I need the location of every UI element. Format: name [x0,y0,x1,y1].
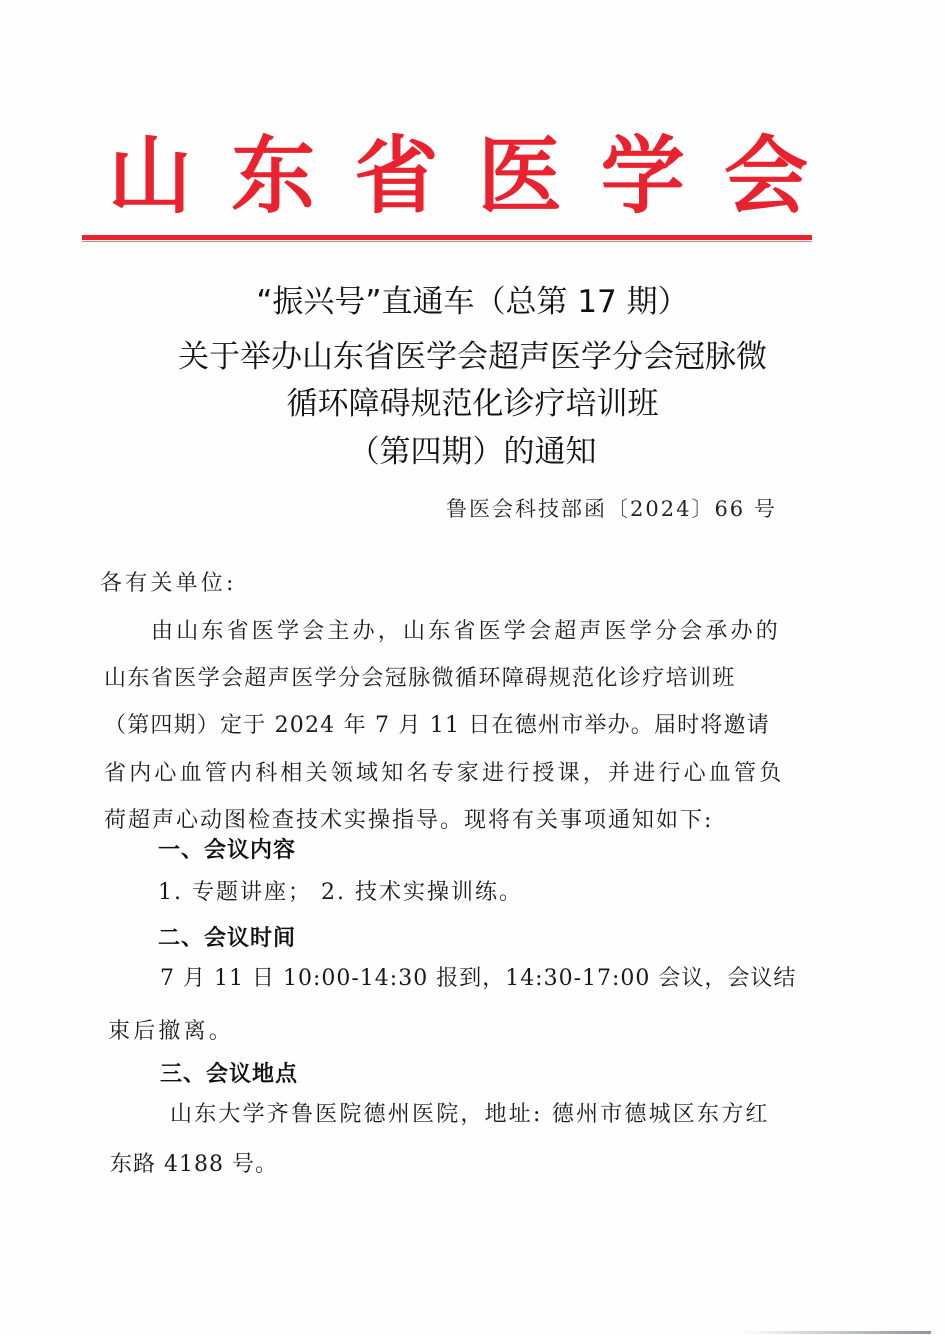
masthead-char: 医 [477,126,562,225]
masthead-char: 省 [354,126,439,225]
masthead-red-rule [82,235,812,240]
section-venue-line: 山东大学齐鲁医院德州医院，地址: 德州市德城区东方红 [170,1102,770,1127]
body-line: 省内心血管内科相关领域知名专家进行授课，并进行心血管负 [104,761,785,786]
masthead-char: 山 [108,126,193,225]
section-heading-venue: 三、会议地点 [160,1062,299,1087]
section-time-line: 7 月 11 日 10:00-14:30 报到，14:30-17:00 会议，会议结 [160,966,797,991]
masthead-org-name [108,128,808,223]
title-line-2: 关于举办山东省医学会超声医学分会冠脉微 [178,339,767,375]
section-content-line: 1. 专题讲座； 2. 技术实操训练。 [158,880,523,905]
body-line: （第四期）定于 2024 年 7 月 11 日在德州市举办。届时将邀请 [104,713,770,738]
masthead-red-rule-thin [82,241,812,242]
section-time-line: 束后撤离。 [108,1019,235,1044]
scan-edge-shadow [741,1331,931,1334]
masthead-char: 会 [723,126,808,225]
title-line-4: （第四期）的通知 [348,434,597,470]
section-heading-time: 二、会议时间 [158,926,297,951]
document-number: 鲁医会科技部函〔2024〕66 号 [446,497,777,521]
masthead-char: 东 [231,126,316,225]
title-line-3: 循环障碍规范化诊疗培训班 [286,386,659,422]
salutation: 各有关单位: [100,571,237,596]
section-heading-content: 一、会议内容 [158,838,297,863]
body-line: 由山东省医学会主办，山东省医学会超声医学分会承办的 [151,619,782,644]
section-venue-line: 东路 4188 号。 [110,1152,278,1177]
body-line: 荷超声心动图检查技术实操指导。现将有关事项通知如下: [104,808,714,833]
body-line: 山东省医学会超声医学分会冠脉微循环障碍规范化诊疗培训班 [104,666,736,691]
masthead-char: 学 [600,126,685,225]
title-line-1: “振兴号”直通车（总第 17 期） [256,284,689,320]
